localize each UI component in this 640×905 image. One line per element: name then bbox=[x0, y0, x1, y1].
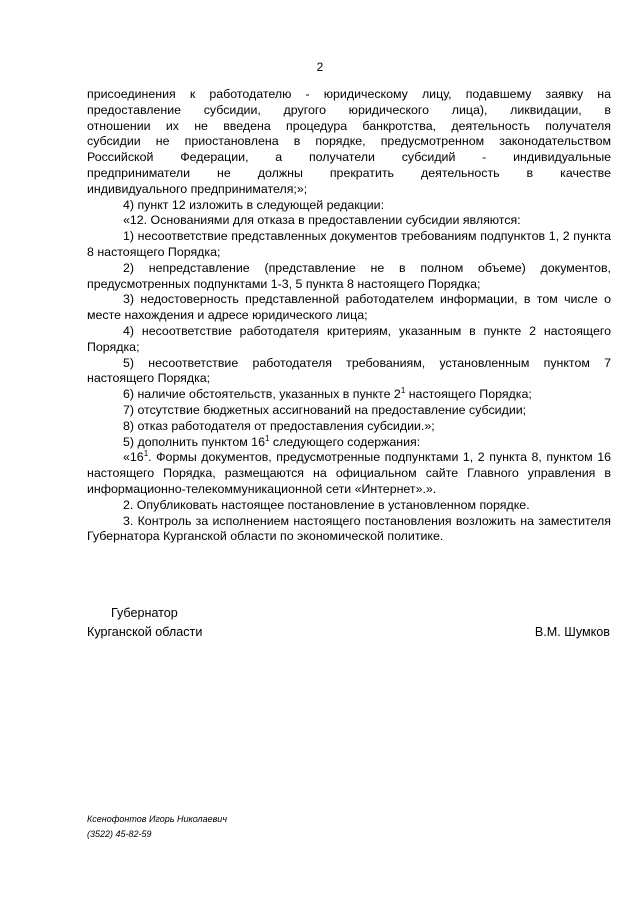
text-line: отношении их не введена процедура банкротства, деятельность получателя bbox=[87, 118, 611, 133]
text-line: индивидуального предпринимателя;»; bbox=[87, 181, 308, 196]
reason-6-text-end: настоящего Порядка; bbox=[405, 387, 532, 402]
text-line: субсидии не приостановлена в порядке, предусмотренном законодательством bbox=[87, 134, 611, 149]
reason-8: 8) отказ работодателя от предоставления субсидии.»; bbox=[123, 418, 435, 433]
reason-3: 3) недостоверность представленной работодателем информации, в том числе о месте нахождения и адресе юридического лица; bbox=[87, 292, 611, 323]
superscript: 1 bbox=[264, 433, 270, 443]
point-3: 3. Контроль за исполнением настоящего постановления возложить на заместителя Губернатора Курганской области по экономической политике. bbox=[87, 513, 611, 544]
executor-phone: (3522) 45-82-59 bbox=[87, 829, 152, 839]
reason-4: 4) несоответствие работодателя критериям, указанным в пункте 2 настоящего Порядка; bbox=[87, 323, 611, 354]
item-16-1-start: «16 bbox=[123, 450, 144, 465]
superscript: 1 bbox=[400, 386, 406, 396]
reason-2: 2) непредставление (представление не в полном объеме) документов, предусмотренных подпунктами 1-3, 5 пункта 8 настоящего Порядка; bbox=[87, 260, 611, 291]
paragraph-continuation bbox=[87, 87, 611, 198]
executor-footer bbox=[87, 812, 227, 842]
text-line: Российской Федерации, а получатели субсидий - индивидуальные bbox=[87, 150, 611, 165]
executor-name: Ксенофонтов Игорь Николаевич bbox=[87, 814, 227, 824]
item-16-1 bbox=[87, 450, 611, 497]
signature-title bbox=[87, 604, 202, 642]
reason-5: 5) несоответствие работодателя требованиям, установленным пунктом 7 настоящего Порядка; bbox=[87, 355, 611, 386]
signature-name: В.М. Шумков bbox=[534, 625, 610, 639]
reason-6 bbox=[87, 387, 611, 403]
reason-7: 7) отсутствие бюджетных ассигнований на предоставление субсидии; bbox=[123, 402, 527, 417]
text-line: предоставление субсидии, другого юридического лица), ликвидации, в bbox=[87, 102, 611, 117]
item-5-intro bbox=[87, 435, 611, 451]
text-line: предприниматели не должны прекратить деятельность в качестве bbox=[87, 165, 611, 180]
document-body bbox=[87, 87, 611, 545]
reason-1: 1) несоответствие представленных документов требованиям подпунктов 1, 2 пункта 8 настоящего Порядка; bbox=[87, 229, 611, 259]
item-4-intro: 4) пункт 12 изложить в следующей редакции: bbox=[123, 197, 385, 212]
page-number: 2 bbox=[316, 60, 324, 74]
item-5-text-end: следующего содержания: bbox=[269, 434, 421, 449]
item-5-text: 5) дополнить пунктом 16 bbox=[123, 434, 265, 449]
text-line: присоединения к работодателю - юридическому лицу, подавшему заявку на bbox=[87, 87, 611, 101]
reason-6-text: 6) наличие обстоятельств, указанных в пункте 2 bbox=[123, 387, 401, 402]
item-12-heading: «12. Основаниями для отказа в предоставлении субсидии являются: bbox=[123, 213, 521, 228]
signature-position: Губернатор bbox=[111, 606, 178, 620]
superscript: 1 bbox=[143, 449, 149, 459]
signature-region: Курганской области bbox=[87, 625, 203, 639]
point-2: 2. Опубликовать настоящее постановление в установленном порядке. bbox=[123, 497, 530, 512]
item-16-1-text: . Формы документов, предусмотренные подпунктами 1, 2 пункта 8, пунктом 16 настоящего Порядка, размещаются на официальном сайте Главного управления в информационно-телекоммуникационной сети «Интернет».». bbox=[87, 450, 611, 496]
